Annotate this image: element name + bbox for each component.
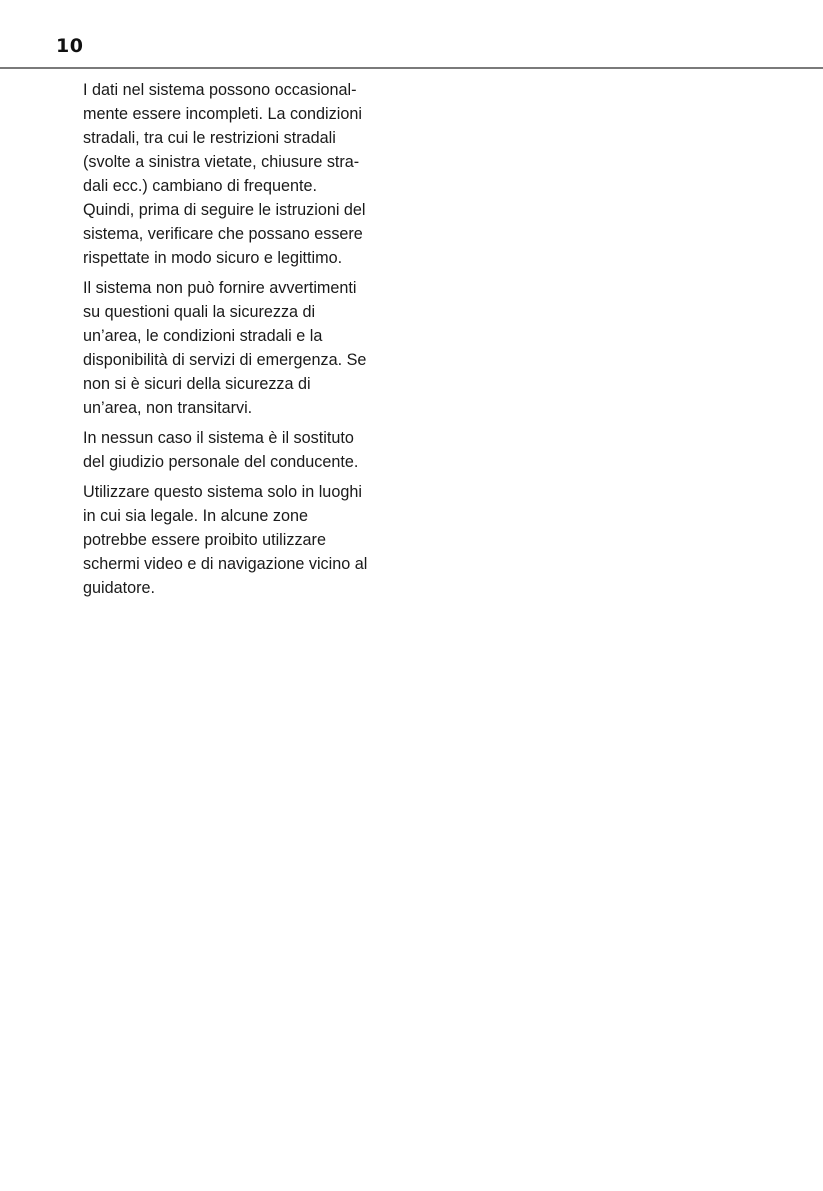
header-divider bbox=[0, 67, 823, 69]
paragraph-legal-use: Utilizzare questo sistema solo in luoghi in cui sia legale. In alcune zone potrebbe essere proibito utilizzare schermi video e di navigazione vicino al guidatore. bbox=[83, 483, 368, 597]
paragraph-data-incomplete: I dati nel sistema possono occasional- mente essere incompleti. La condizioni stradali, tra cui le restrizioni stradali (svolte a sinistra vietate, chiusure stra- dali ecc.) cambiano di frequente. Quindi, prima di seguire le istruzioni del sistema, verificare che possano essere rispettate in modo sicuro e legittimo. bbox=[83, 81, 366, 267]
paragraph-not-substitute: In nessun caso il sistema è il sostituto del giudizio personale del conducente. bbox=[83, 429, 359, 471]
paragraph-no-warnings: Il sistema non può fornire avvertimenti su questioni quali la sicurezza di un’area, le condizioni stradali e la disponibilità di servizi di emergenza. Se non si è sicuri della sicurezza di un’area, non transitarvi. bbox=[83, 279, 367, 417]
page-number: 10 bbox=[56, 35, 84, 57]
body-text-column bbox=[83, 78, 391, 606]
